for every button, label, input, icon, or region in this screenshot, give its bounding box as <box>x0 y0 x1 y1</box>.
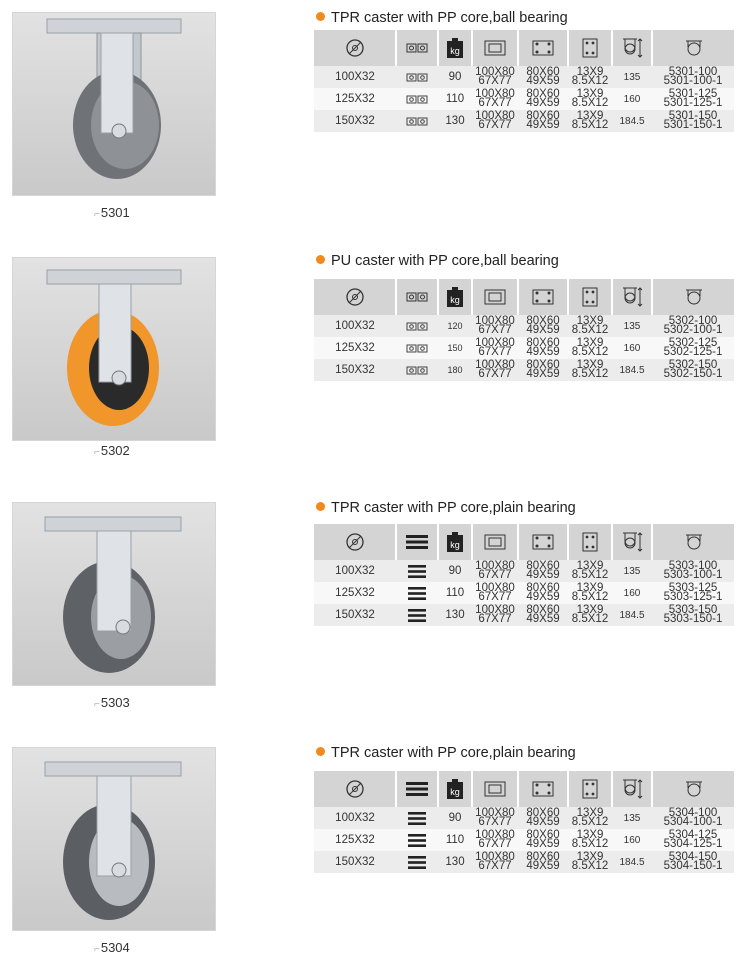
fixed-caster-model-icon <box>652 524 734 560</box>
height-value: 135 <box>612 560 652 582</box>
model-value: 5303-100 5303-100-1 <box>652 560 734 582</box>
load-kg-icon <box>438 771 472 807</box>
height-value: 184.5 <box>612 359 652 381</box>
slot-size-value: 13X9 8.5X12 <box>568 88 612 110</box>
svg-text:kg: kg <box>450 540 460 550</box>
plain-bearing-icon <box>396 807 438 829</box>
overall-height-icon <box>612 279 652 315</box>
slot-size-icon <box>568 30 612 66</box>
slot-size-value: 13X9 8.5X12 <box>568 582 612 604</box>
top-plate-icon <box>472 30 518 66</box>
load-value: 110 <box>438 829 472 851</box>
product-title: TPR caster with PP core,plain bearing <box>316 500 576 516</box>
product-code: ⌐5301 <box>94 205 130 220</box>
top-plate-icon <box>472 771 518 807</box>
spec-header-row <box>314 30 734 66</box>
height-value: 184.5 <box>612 851 652 873</box>
overall-height-icon <box>612 30 652 66</box>
plain-bearing-icon <box>396 582 438 604</box>
model-value: 5301-125 5301-125-1 <box>652 88 734 110</box>
hole-spacing-value: 80X60 49X59 <box>518 582 568 604</box>
hole-spacing-value: 80X60 49X59 <box>518 88 568 110</box>
spec-row <box>314 359 734 381</box>
plate-size-value: 100X80 67X77 <box>472 315 518 337</box>
load-value: 120 <box>438 315 472 337</box>
load-value: 90 <box>438 807 472 829</box>
bullet-dot <box>316 747 325 756</box>
slot-size-value: 13X9 8.5X12 <box>568 604 612 626</box>
wheel-size-value: 125X32 <box>314 582 396 604</box>
bolt-hole-spacing-icon <box>518 524 568 560</box>
load-value: 130 <box>438 851 472 873</box>
plain-bearing-icon <box>396 771 438 807</box>
slot-size-value: 13X9 8.5X12 <box>568 829 612 851</box>
wheel-size-value: 100X32 <box>314 807 396 829</box>
overall-height-icon <box>612 771 652 807</box>
spec-header-row <box>314 771 734 807</box>
bearing-icon <box>396 110 438 132</box>
spec-table <box>314 524 734 626</box>
load-value: 150 <box>438 337 472 359</box>
hole-spacing-value: 80X60 49X59 <box>518 560 568 582</box>
wheel-size-value: 150X32 <box>314 604 396 626</box>
slot-size-value: 13X9 8.5X12 <box>568 560 612 582</box>
model-value: 5304-150 5304-150-1 <box>652 851 734 873</box>
load-kg-icon <box>438 30 472 66</box>
slot-size-value: 13X9 8.5X12 <box>568 110 612 132</box>
plate-size-value: 100X80 67X77 <box>472 110 518 132</box>
spec-row <box>314 560 734 582</box>
bullet-dot <box>316 502 325 511</box>
wheel-size-value: 150X32 <box>314 851 396 873</box>
model-value: 5302-100 5302-100-1 <box>652 315 734 337</box>
slot-size-icon <box>568 771 612 807</box>
load-value: 90 <box>438 66 472 88</box>
hole-spacing-value: 80X60 49X59 <box>518 829 568 851</box>
spec-row <box>314 604 734 626</box>
top-plate-icon <box>472 279 518 315</box>
hole-spacing-value: 80X60 49X59 <box>518 66 568 88</box>
model-value: 5303-125 5303-125-1 <box>652 582 734 604</box>
model-value: 5303-150 5303-150-1 <box>652 604 734 626</box>
plate-size-value: 100X80 67X77 <box>472 807 518 829</box>
height-value: 135 <box>612 315 652 337</box>
model-value: 5304-125 5304-125-1 <box>652 829 734 851</box>
product-code: ⌐5304 <box>94 940 130 955</box>
height-value: 135 <box>612 807 652 829</box>
plate-size-value: 100X80 67X77 <box>472 359 518 381</box>
height-value: 184.5 <box>612 604 652 626</box>
spec-table <box>314 771 734 873</box>
bearing-icon <box>396 66 438 88</box>
model-value: 5301-150 5301-150-1 <box>652 110 734 132</box>
slot-size-value: 13X9 8.5X12 <box>568 337 612 359</box>
overall-height-icon <box>612 524 652 560</box>
spec-row <box>314 66 734 88</box>
slot-size-value: 13X9 8.5X12 <box>568 315 612 337</box>
wheel-size-value: 100X32 <box>314 560 396 582</box>
product-title: TPR caster with PP core,ball bearing <box>316 10 568 26</box>
slot-size-value: 13X9 8.5X12 <box>568 66 612 88</box>
product-block <box>0 245 748 485</box>
bearing-icon <box>396 88 438 110</box>
spec-header-row <box>314 279 734 315</box>
plate-size-value: 100X80 67X77 <box>472 582 518 604</box>
height-value: 160 <box>612 337 652 359</box>
spec-row <box>314 582 734 604</box>
fixed-caster-model-icon <box>652 279 734 315</box>
bearing-icon <box>396 315 438 337</box>
plain-bearing-icon <box>396 851 438 873</box>
plate-size-value: 100X80 67X77 <box>472 829 518 851</box>
hole-spacing-value: 80X60 49X59 <box>518 807 568 829</box>
spec-table <box>314 279 734 381</box>
svg-text:kg: kg <box>450 787 460 797</box>
load-value: 90 <box>438 560 472 582</box>
slot-size-icon <box>568 279 612 315</box>
product-title: PU caster with PP core,ball bearing <box>316 253 559 269</box>
slot-size-value: 13X9 8.5X12 <box>568 851 612 873</box>
plate-size-value: 100X80 67X77 <box>472 851 518 873</box>
wheel-size-value: 125X32 <box>314 829 396 851</box>
plain-bearing-icon <box>396 604 438 626</box>
load-value: 110 <box>438 88 472 110</box>
wheel-size-value: 125X32 <box>314 88 396 110</box>
plate-size-value: 100X80 67X77 <box>472 560 518 582</box>
spec-row <box>314 829 734 851</box>
product-photo <box>12 12 216 196</box>
bearing-type-icon <box>396 30 438 66</box>
spec-header-row <box>314 524 734 560</box>
hole-spacing-value: 80X60 49X59 <box>518 337 568 359</box>
product-photo <box>12 502 216 686</box>
wheel-size-icon <box>314 30 396 66</box>
product-title: TPR caster with PP core,plain bearing <box>316 745 576 761</box>
wheel-size-value: 150X32 <box>314 359 396 381</box>
plate-size-value: 100X80 67X77 <box>472 66 518 88</box>
slot-size-value: 13X9 8.5X12 <box>568 807 612 829</box>
wheel-size-icon <box>314 771 396 807</box>
height-value: 160 <box>612 829 652 851</box>
bolt-hole-spacing-icon <box>518 30 568 66</box>
plate-size-value: 100X80 67X77 <box>472 604 518 626</box>
load-value: 110 <box>438 582 472 604</box>
top-plate-icon <box>472 524 518 560</box>
plain-bearing-icon <box>396 524 438 560</box>
bearing-type-icon <box>396 279 438 315</box>
product-block <box>0 0 748 240</box>
product-code: ⌐5303 <box>94 695 130 710</box>
bolt-hole-spacing-icon <box>518 279 568 315</box>
spec-row <box>314 851 734 873</box>
plain-bearing-icon <box>396 829 438 851</box>
plate-size-value: 100X80 67X77 <box>472 88 518 110</box>
model-value: 5304-100 5304-100-1 <box>652 807 734 829</box>
hole-spacing-value: 80X60 49X59 <box>518 851 568 873</box>
slot-size-value: 13X9 8.5X12 <box>568 359 612 381</box>
bearing-icon <box>396 337 438 359</box>
spec-row <box>314 315 734 337</box>
load-value: 130 <box>438 604 472 626</box>
product-photo <box>12 747 216 931</box>
wheel-size-value: 100X32 <box>314 66 396 88</box>
product-code: ⌐5302 <box>94 443 130 458</box>
spec-table <box>314 30 734 132</box>
model-value: 5301-100 5301-100-1 <box>652 66 734 88</box>
load-value: 180 <box>438 359 472 381</box>
load-kg-icon <box>438 279 472 315</box>
wheel-size-icon <box>314 524 396 560</box>
product-block <box>0 490 748 730</box>
height-value: 160 <box>612 88 652 110</box>
height-value: 135 <box>612 66 652 88</box>
model-value: 5302-150 5302-150-1 <box>652 359 734 381</box>
spec-row <box>314 110 734 132</box>
bearing-icon <box>396 359 438 381</box>
bullet-dot <box>316 255 325 264</box>
spec-row <box>314 337 734 359</box>
bolt-hole-spacing-icon <box>518 771 568 807</box>
svg-text:kg: kg <box>450 295 460 305</box>
model-value: 5302-125 5302-125-1 <box>652 337 734 359</box>
fixed-caster-model-icon <box>652 30 734 66</box>
spec-row <box>314 807 734 829</box>
bullet-dot <box>316 12 325 21</box>
svg-text:kg: kg <box>450 46 460 56</box>
slot-size-icon <box>568 524 612 560</box>
height-value: 184.5 <box>612 110 652 132</box>
hole-spacing-value: 80X60 49X59 <box>518 110 568 132</box>
load-value: 130 <box>438 110 472 132</box>
product-photo <box>12 257 216 441</box>
wheel-size-icon <box>314 279 396 315</box>
spec-row <box>314 88 734 110</box>
plate-size-value: 100X80 67X77 <box>472 337 518 359</box>
hole-spacing-value: 80X60 49X59 <box>518 359 568 381</box>
product-block <box>0 735 748 975</box>
wheel-size-value: 125X32 <box>314 337 396 359</box>
fixed-caster-model-icon <box>652 771 734 807</box>
height-value: 160 <box>612 582 652 604</box>
wheel-size-value: 100X32 <box>314 315 396 337</box>
wheel-size-value: 150X32 <box>314 110 396 132</box>
plain-bearing-icon <box>396 560 438 582</box>
hole-spacing-value: 80X60 49X59 <box>518 315 568 337</box>
load-kg-icon <box>438 524 472 560</box>
hole-spacing-value: 80X60 49X59 <box>518 604 568 626</box>
